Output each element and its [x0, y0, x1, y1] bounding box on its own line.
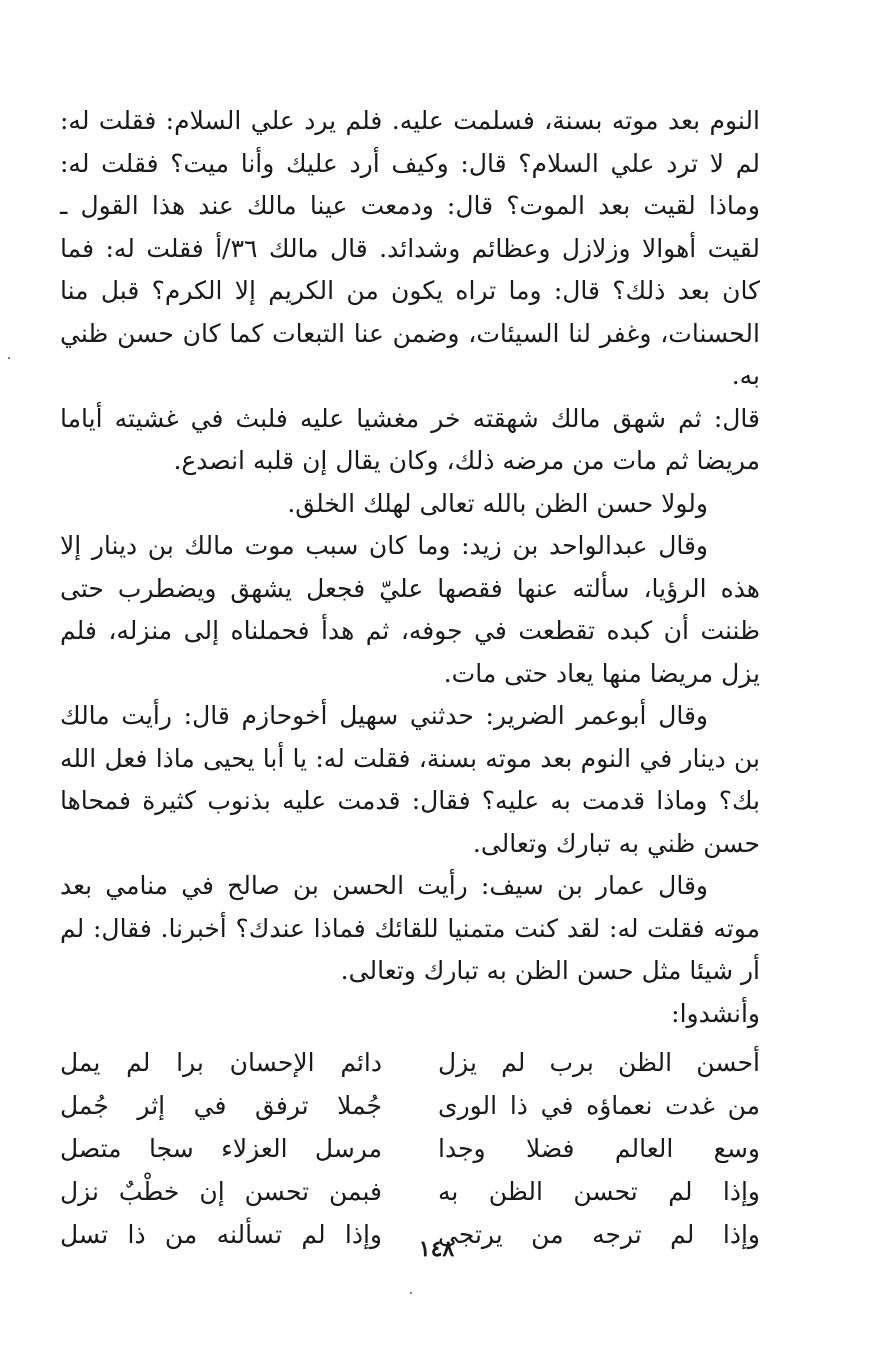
- page-body: [60, 100, 760, 1256]
- paragraph: قال: ثم شهق مالك شهقته خر مغشيا عليه فلبث في غشيته أياما مريضا ثم مات من مرضه ذلك، وكان يقال إن قلبه انصدع.: [60, 403, 760, 475]
- paragraph: وقال أبوعمر الضرير: حدثني سهيل أخوحازم قال: رأيت مالك بن دينار في النوم بعد موته بسنة، فقلت له: يا أبا يحيى ماذا فعل الله بك؟ وماذا قدمت به عليه؟ فقال: قدمت عليه بذنوب كثيرة فمحاها حسن ظني به تبارك وتعالى.: [60, 701, 760, 858]
- paragraph: النوم بعد موته بسنة، فسلمت عليه. فلم يرد علي السلام: فقلت له: لم لا ترد علي السلام؟ قال: وكيف أرد عليك وأنا ميت؟ فقلت له: وماذا لقيت بعد الموت؟ قال: ودمعت عينا مالك عند هذا القول ـ لقيت أهوالا وزلازل وعظائم وشدائد. قال مالك ٣٦/أ فقلت له: فما كان بعد ذلك؟ قال: وما تراه يكون من الكريم إلا الكرم؟ قبل منا الحسنات، وغفر لنا السيئات، وضمن عنا التبعات كما كان حسن ظني به.: [60, 106, 760, 390]
- verse-second-hemistich: دائم الإحسان برا لم يمل: [60, 1048, 382, 1077]
- verse-second-hemistich: جُملا ترفق في إثر جُمل: [60, 1091, 382, 1120]
- verse-first-hemistich: وسع العالم فضلا وجدا: [438, 1134, 760, 1163]
- scan-speck: [410, 1292, 412, 1294]
- paragraphs: [60, 100, 760, 993]
- scan-speck: [8, 357, 10, 359]
- poem-label: وأنشدوا:: [671, 998, 760, 1028]
- poem: [60, 1041, 760, 1256]
- poem-verse: [60, 1084, 760, 1127]
- poem-verse: [60, 1170, 760, 1213]
- paragraph: وقال عمار بن سيف: رأيت الحسن بن صالح في منامي بعد موته فقلت له: لقد كنت متمنيا للقائك فماذا عندك؟ أخبرنا. فقال: لم أر شيئا مثل حسن الظن به تبارك وتعالى.: [60, 871, 760, 985]
- verse-second-hemistich: وإذا لم تسألنه من ذا تسل: [60, 1220, 382, 1249]
- verse-first-hemistich: أحسن الظن برب لم يزل: [438, 1048, 760, 1077]
- verse-second-hemistich: مرسل العزلاء سجا متصل: [60, 1134, 382, 1163]
- poem-verse: [60, 1041, 760, 1084]
- page-number: ١٤٨: [418, 1236, 455, 1262]
- paragraph: ولولا حسن الظن بالله تعالى لهلك الخلق.: [287, 488, 708, 518]
- poem-verse: [60, 1127, 760, 1170]
- verse-second-hemistich: فبمن تحسن إن خطْبٌ نزل: [60, 1177, 382, 1206]
- verse-first-hemistich: وإذا لم ترجه من يرتجى: [438, 1220, 760, 1249]
- verse-first-hemistich: من غدت نعماؤه في ذا الورى: [438, 1091, 760, 1120]
- paragraph: وقال عبدالواحد بن زيد: وما كان سبب موت مالك بن دينار إلا هذه الرؤيا، سألته عنها فقصها عليّ فجعل يشهق ويضطرب حتى ظننت أن كبده تقطعت في جوفه، ثم هدأ فحملناه إلى منزله، فلم يزل مريضا منها يعاد حتى مات.: [60, 531, 760, 688]
- verse-first-hemistich: وإذا لم تحسن الظن به: [438, 1177, 760, 1206]
